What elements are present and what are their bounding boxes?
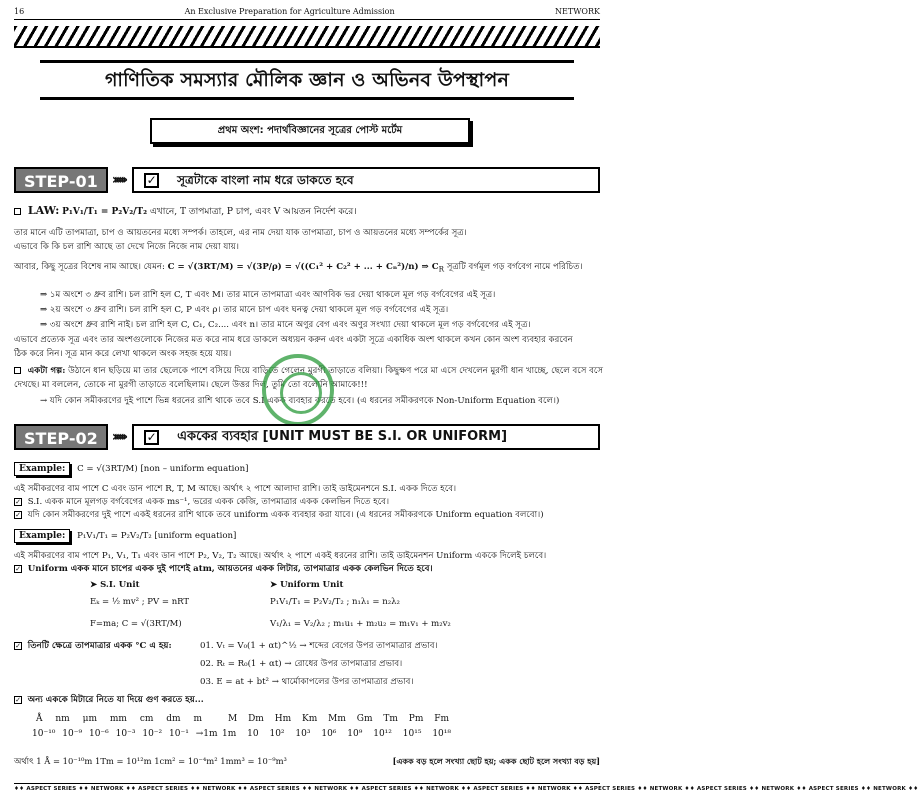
si-unit-line: F=ma; C = √(3RT/M) bbox=[90, 618, 182, 629]
small-powers-row bbox=[32, 728, 218, 740]
rms-formula: C = √(3RT/M) = √(3P/ρ) = √((C₁² + C₂² + ... + Cₙ²)/n) ⇒ C bbox=[167, 262, 439, 272]
big-units-row bbox=[228, 713, 449, 725]
unit-cell: nm bbox=[55, 714, 70, 724]
unit-cell: Pm bbox=[408, 714, 424, 724]
story-text: দেখছে। মা বললেন, তোকে না মুরগী তাড়াতে বলেছিলাম। ছেলে উত্তর দিল, তুমি তো বলোনি আমাকে!!! bbox=[14, 380, 368, 390]
chapter-title: গাণিতিক সমস্যার মৌলিক জ্ঞান ও অভিনব উপস্থাপন bbox=[40, 60, 574, 100]
power-cell: 10² bbox=[269, 729, 285, 739]
text-segment: S.I. একক মানে মূলগড় বর্গবেগের একক ms⁻¹, ভরের একক কেজি, তাপমাত্রার একক কেলভিন দিতে হবে। bbox=[27, 497, 390, 507]
power-cell: 10⁻³ bbox=[115, 729, 136, 739]
uniform-unit-title: ➤ Uniform Unit bbox=[270, 580, 344, 590]
checked-line bbox=[14, 564, 600, 576]
unit-cell: Å bbox=[36, 714, 43, 724]
power-cell: 10⁶ bbox=[321, 729, 337, 739]
checkbox-icon: ✓ bbox=[15, 510, 21, 519]
step-02-bar bbox=[14, 424, 600, 450]
text-segment: তিনটি ক্ষেত্রে তাপমাত্রার একক °C এ হয়: bbox=[27, 641, 172, 651]
uniform-unit-block bbox=[270, 580, 451, 630]
step-02-heading: এককের ব্যবহার [UNIT MUST BE S.I. OR UNIFORM] bbox=[177, 429, 508, 445]
list-item: 01. Vₜ = V₀(1 + αt)^½ → শব্দের বেগের উপর তাপমাত্রার প্রভাব। bbox=[200, 641, 438, 651]
decorative-hatch-band bbox=[14, 26, 600, 48]
text-line: এভাবে কি কি চল রাশি আছে তা দেখে নিজে নিজে নাম দেয়া যায়। bbox=[14, 242, 239, 252]
law-formula: P₁V₁/T₁ = P₂V₂/T₂ bbox=[62, 207, 148, 217]
list-item: ⇒ ৩য় অংশে ধ্রুব রাশি নাই। চল রাশি হল C, C₁, C₂.... এবং n। তার মানে অণুর বেগ এবং অণুর সংখ্যা দেয়া থাকলে মূল গড় বর্গবেগের এই সূত্র। bbox=[40, 320, 531, 330]
power-cell: 10⁻⁹ bbox=[62, 729, 83, 739]
law-line bbox=[14, 204, 600, 219]
checked-line bbox=[14, 497, 600, 509]
list-item: ⇒ ২য় অংশে ৩ ধ্রুব রাশি। চল রাশি হল C, P এবং ρ। তার মানে চাপ এবং ঘনত্ব দেয়া থাকলে মূল গড় বর্গবেগের এই সূত্র। bbox=[40, 305, 449, 315]
si-unit-title: ➤ S.I. Unit bbox=[90, 580, 140, 590]
example-formula: P₁V₁/T₁ = P₂V₂/T₂ [uniform equation] bbox=[77, 531, 237, 541]
text-segment: Uniform একক মানে চাপের একক দুই পাশেই atm, আয়তনের একক লিটার, তাপমাত্রার একক কেলভিন দিতে হবে। bbox=[27, 564, 433, 574]
header-brand: NETWORK bbox=[555, 7, 600, 17]
text-line: তার মানে এটি তাপমাত্রা, চাপ ও আয়তনের মধ্যে সম্পর্ক। তাহলে, এর নাম দেয়া যাক তাপমাত্রা, চাপ ও আয়তনের মধ্যে সম্পর্কের সূত্র। bbox=[14, 228, 467, 238]
square-bullet-icon bbox=[14, 208, 21, 215]
unit-cell: Tm bbox=[383, 714, 398, 724]
chevrons-icon: ››››››› bbox=[111, 171, 125, 188]
power-cell: 10 bbox=[247, 729, 259, 739]
list-item: 03. E = at + bt² → থার্মোকাপলের উপর তাপমাত্রার প্রভাব। bbox=[200, 677, 414, 687]
example-label: Example: bbox=[14, 529, 70, 543]
text-segment: সূত্রটি বর্গমূল গড় বর্গবেগ নামে পরিচিত। bbox=[446, 262, 583, 272]
step-01-label: STEP-01 bbox=[14, 167, 108, 193]
text-line: এভাবে প্রত্যেক সূত্র এবং তার অংশগুলোকে নিজের মত করে নাম ধরে ডাকলে অধ্যয়ন করুন এবং একটা সূত্রে একাধিক অংশ থাকলে কখন কোন অংশ ব্যবহার করবেন bbox=[14, 335, 573, 345]
text-segment: যদি কোন সমীকরণের দুই পাশে একই ধরনের রাশি থাকে তবে uniform একক ব্যবহার করা যাবে। (এ ধরনের সমীকরণকে Uniform equation বলবো।) bbox=[27, 510, 544, 520]
rms-formula-line bbox=[14, 262, 600, 274]
step-01-bar bbox=[14, 167, 600, 193]
conversion-note: [একক বড় হলে সংখ্যা ছোট হয়; একক ছোট হলে সংখ্যা বড় হয়] bbox=[392, 756, 600, 766]
power-cell: 10³ bbox=[295, 729, 311, 739]
power-cell: 10¹⁵ bbox=[402, 729, 422, 739]
checkbox-icon: ✓ bbox=[144, 173, 159, 188]
power-cell: 10¹² bbox=[373, 729, 392, 739]
list-item: 02. Rₜ = R₀(1 + αt) → রোধের উপর তাপমাত্রার প্রভাব। bbox=[200, 659, 403, 669]
square-bullet-icon bbox=[14, 367, 21, 374]
story-text: উঠানে ধান ছড়িয়ে মা তার ছেলেকে পাশে বসিয়ে দিয়ে বাড়িতে গেলেন মুরগী তাড়াতে বলিয়া। কিছুক্ষণ পরে মা এসে দেখলেন মুরগী ধান খাচ্ছে, ছেলে বসে বসে bbox=[68, 366, 604, 376]
text-line: এই সমীকরণের বাম পাশে C এবং ডান পাশে R, T, M আছে। অর্থাৎ ২ পাশে আলাদা রাশি। তাই ডাইমেনশনে S.I. একক দিতে হবে। bbox=[14, 484, 457, 494]
story-label: একটা গল্প: bbox=[27, 366, 66, 376]
text-line: এই সমীকরণের বাম পাশে P₁, V₁, T₁ এবং ডান পাশে P₂, V₂, T₂ আছে। অর্থাৎ ২ পাশে একই ধরনের রাশি। তাই ডাইমেনশন Uniform এককে দিলেই চলবে। bbox=[14, 551, 547, 561]
unit-cell: Fm bbox=[434, 714, 450, 724]
big-powers-row bbox=[222, 728, 451, 740]
unit-cell: Hm bbox=[274, 714, 292, 724]
unit-cell: mm bbox=[109, 714, 127, 724]
unit-cell: Gm bbox=[356, 714, 373, 724]
example-1-line bbox=[14, 462, 600, 476]
step-01-heading-box bbox=[132, 167, 600, 193]
checkbox-icon: ✓ bbox=[15, 641, 21, 650]
checkbox-icon: ✓ bbox=[15, 695, 21, 704]
text-segment: আবার, কিছু সূত্রের বিশেষ নাম আছে। যেমন: bbox=[14, 262, 165, 272]
power-cell: 10⁻¹⁰ bbox=[32, 729, 56, 739]
power-cell: 10⁹ bbox=[347, 729, 363, 739]
example-2-line bbox=[14, 529, 600, 543]
unit-cell: cm bbox=[139, 714, 154, 724]
unit-cell: m bbox=[193, 714, 202, 724]
law-text: এখানে, T তাপমাত্রা, P চাপ, এবং V আয়তন নির্দেশ করে। bbox=[149, 207, 357, 217]
unit-cell: Km bbox=[301, 714, 318, 724]
power-cell: 1m bbox=[222, 729, 237, 739]
step-01-heading: সূত্রটাকে বাংলা নাম ধরে ডাকতে হবে bbox=[177, 172, 354, 187]
step-02-label: STEP-02 bbox=[14, 424, 108, 450]
si-unit-line: Eₖ = ½ mv² ; PV = nRT bbox=[90, 597, 190, 608]
power-cell: 10⁻¹ bbox=[169, 729, 189, 739]
si-unit-block bbox=[90, 580, 189, 630]
example-label: Example: bbox=[14, 462, 70, 476]
checkbox-icon: ✓ bbox=[15, 497, 21, 506]
header-title: An Exclusive Preparation for Agriculture Admission bbox=[184, 7, 395, 17]
part-title: প্রথম অংশ: পদার্থবিজ্ঞানের সূত্রের পোস্ট মর্টেম bbox=[150, 118, 470, 144]
small-units-row bbox=[36, 713, 202, 725]
page-footer: ♦♦ ASPECT SERIES ♦♦ NETWORK ♦♦ ASPECT SERIES ♦♦ NETWORK ♦♦ ASPECT SERIES ♦♦ NETWORK ♦♦ ASPECT SERIES ♦♦ NETWORK ♦♦ ASPECT SERIES ♦♦ NETWORK ♦♦ ASPECT SERIES ♦♦ NETWORK ♦♦ ASPECT SERIES ♦♦ NETWORK ♦♦ ASPECT SERIES ♦♦ NETWORK ♦♦ bbox=[14, 783, 600, 795]
power-cell: 10⁻⁶ bbox=[88, 729, 109, 739]
unit-cell: μm bbox=[82, 714, 97, 724]
story-note: → যদি কোন সমীকরণের দুই পাশে ভিন্ন ধরনের রাশি থাকে তবে S.I একক ব্যবহার করতে হবে। (এ ধরনের সমীকরণকে Non-Uniform Equation বলে।) bbox=[40, 396, 560, 406]
unit-cell: Dm bbox=[248, 714, 264, 724]
uniform-unit-line: P₁V₁/T₁ = P₂V₂/T₂ ; n₁λ₁ = n₂λ₂ bbox=[270, 597, 400, 608]
chevrons-icon: ››››››› bbox=[111, 428, 125, 445]
power-cell: 10⁻² bbox=[142, 729, 163, 739]
unit-cell: Mm bbox=[328, 714, 346, 724]
uniform-unit-line: V₁/λ₁ = V₂/λ₂ ; m₁u₁ + m₂u₂ = m₁v₁ + m₂v₂ bbox=[270, 618, 451, 629]
unit-cell: dm bbox=[166, 714, 181, 724]
text-line: ঠিক করে নিন। সূত্র মান করে লেখা থাকলে অংক সহজ হয়ে যায়। bbox=[14, 349, 232, 359]
formula-subscript: R bbox=[438, 264, 444, 274]
power-cell: →1m bbox=[195, 729, 218, 739]
text-segment: অন্য এককে মিটারে নিতে যা দিয়ে গুণ করতে হয়... bbox=[27, 695, 204, 705]
power-cell: 10¹⁸ bbox=[432, 729, 451, 739]
checked-line bbox=[14, 510, 600, 522]
checkbox-icon: ✓ bbox=[15, 564, 21, 573]
watermark-seal-icon bbox=[262, 354, 334, 426]
unit-cell: M bbox=[228, 714, 238, 724]
conversion-title-line bbox=[14, 695, 600, 707]
page-header bbox=[14, 6, 600, 20]
page-number: 16 bbox=[14, 7, 25, 17]
law-label: LAW: bbox=[27, 204, 60, 217]
example-formula: C = √(3RT/M) [non – uniform equation] bbox=[77, 464, 249, 474]
list-item: ⇒ ১ম অংশে ৩ ধ্রুব রাশি। চল রাশি হল C, T এবং M। তার মানে তাপমাত্রা এবং আণবিক ভর দেয়া থাকলে মূল গড় বর্গবেগের এই সূত্র। bbox=[40, 290, 496, 300]
step-02-heading-box bbox=[132, 424, 600, 450]
checkbox-icon: ✓ bbox=[144, 430, 159, 445]
conversion-examples: অর্থাৎ 1 Å = 10⁻¹⁰m 1Tm = 10¹²m 1cm² = 10⁻⁴m² 1mm³ = 10⁻⁹m³ bbox=[14, 756, 287, 766]
